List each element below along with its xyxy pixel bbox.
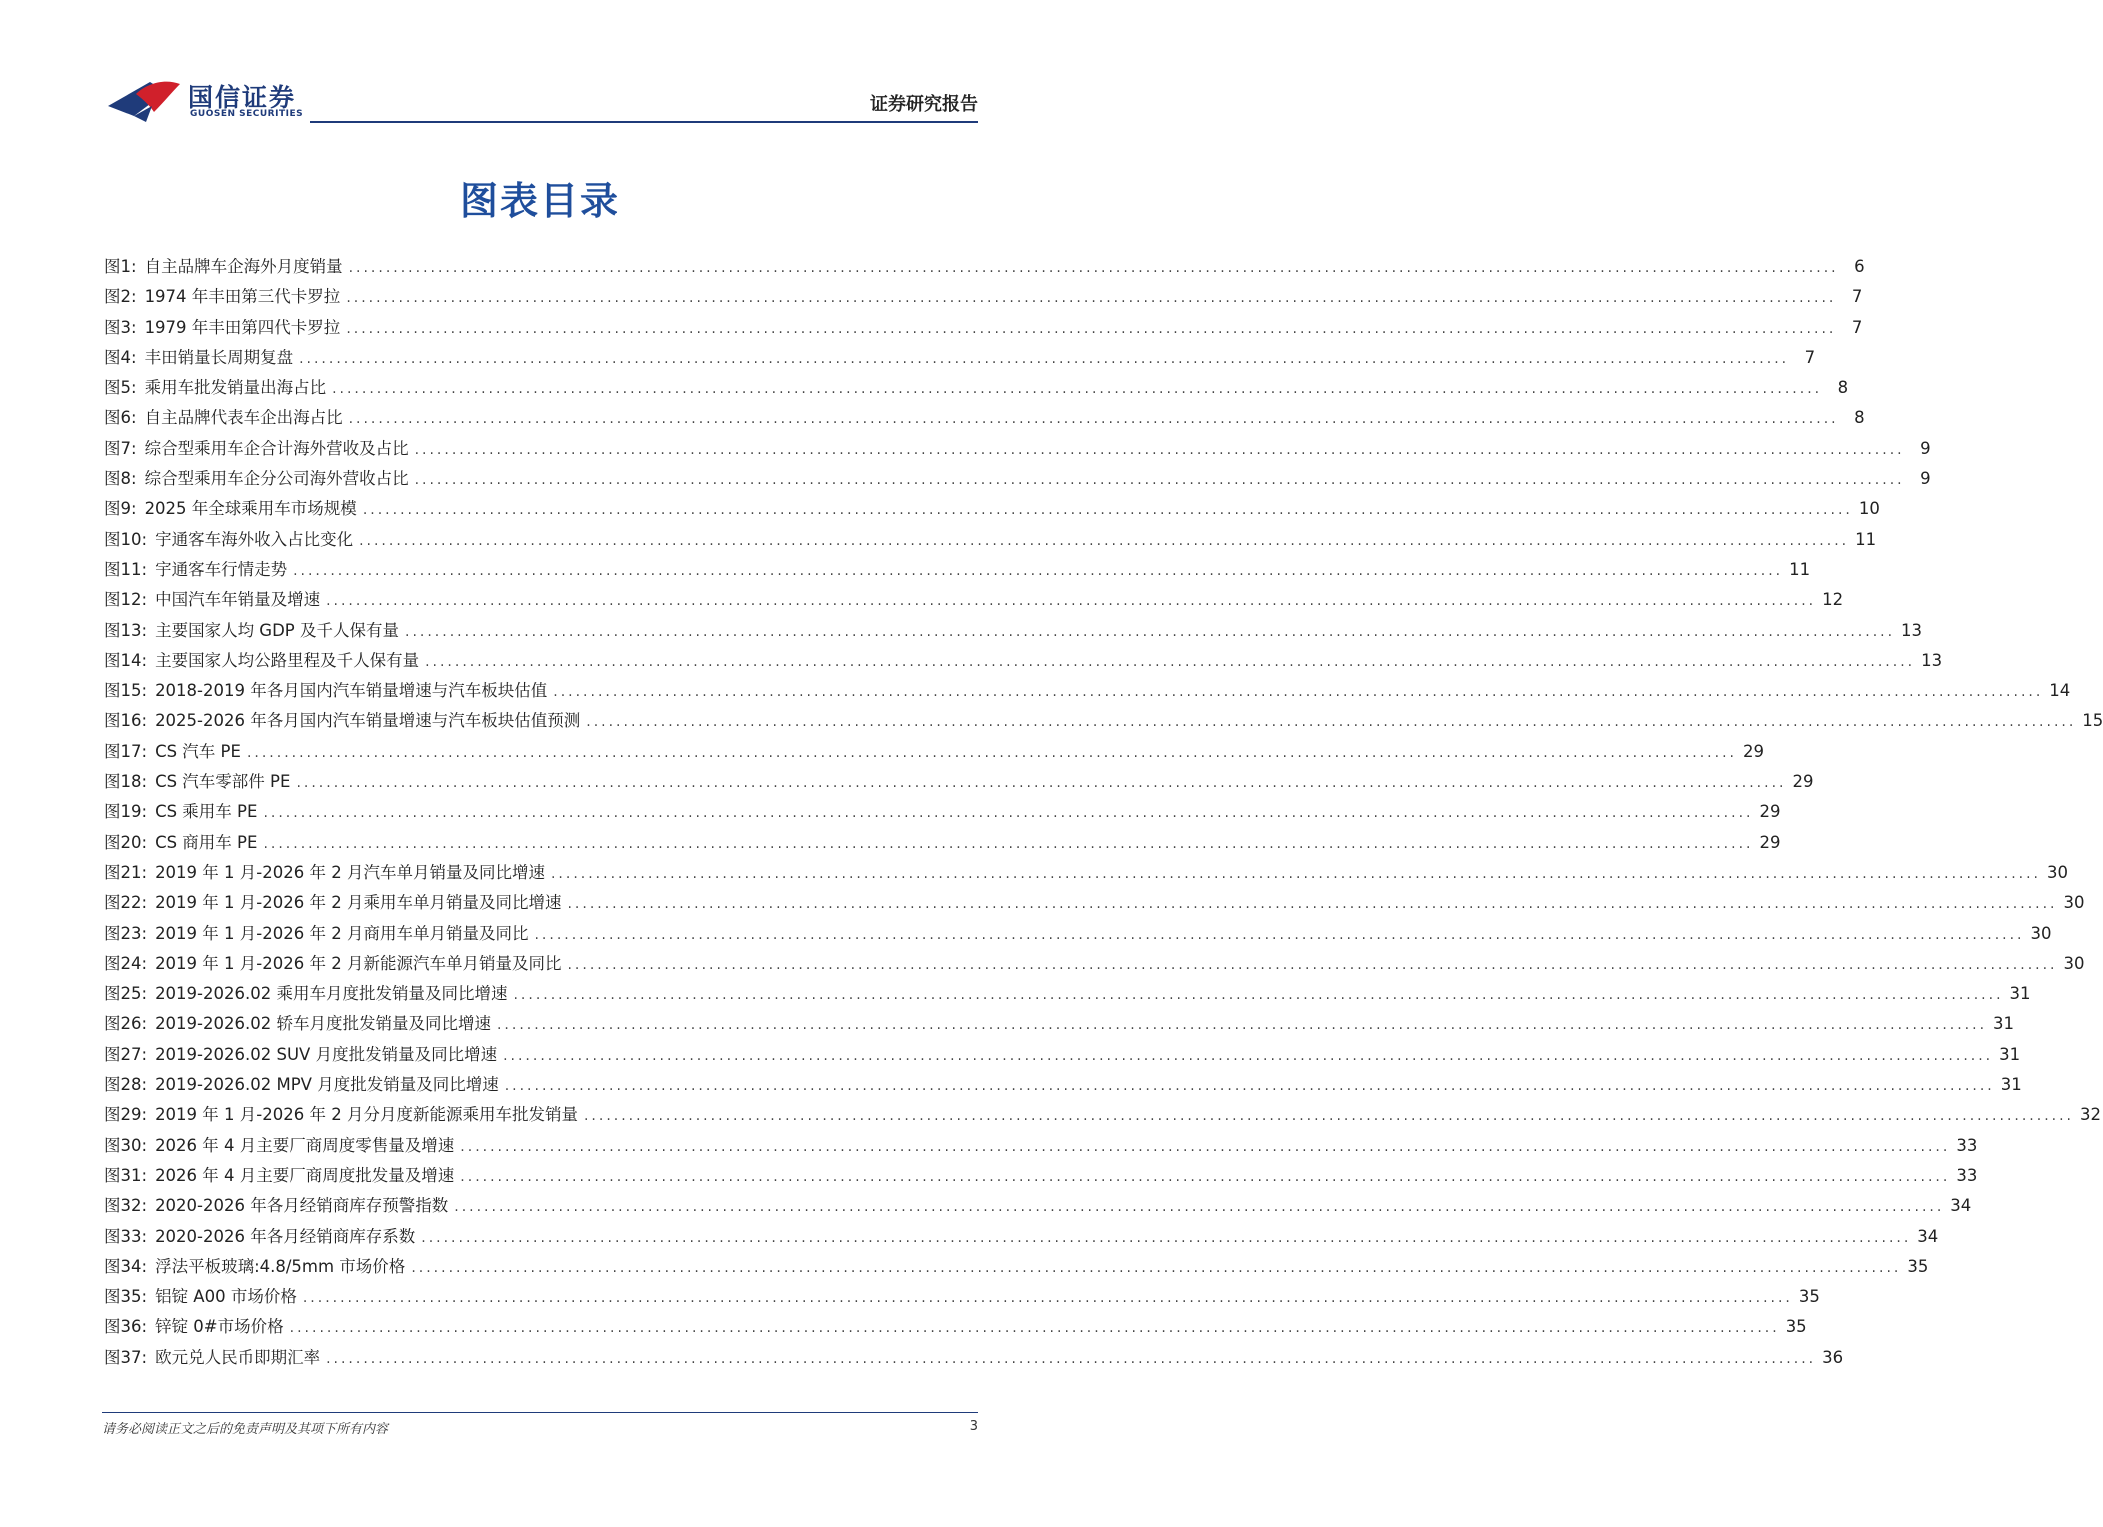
toc-figure-label: 图3: [104, 317, 137, 337]
toc-leader-dots: ........................................................................................................................................................................................................ [362, 502, 1853, 519]
toc-figure-title: 自主品牌代表车企出海占比 [144, 408, 343, 428]
toc-row[interactable] [104, 1222, 1939, 1252]
toc-figure-title: 综合型乘用车企分公司海外营收占比 [144, 469, 409, 489]
toc-figure-title: 2019 年 1 月-2026 年 2 月分月度新能源乘用车批发销量 [155, 1105, 578, 1125]
toc-figure-title: 1979 年丰田第四代卡罗拉 [144, 317, 341, 337]
toc-figure-label: 图2: [104, 287, 137, 307]
toc-figure-label: 图30: [104, 1135, 148, 1155]
toc-figure-label: 图26: [104, 1014, 148, 1034]
toc-figure-title: 2026 年 4 月主要厂商周度批发量及增速 [155, 1165, 455, 1185]
toc-page-number: 33 [1956, 1135, 1978, 1155]
toc-figure-label: 图37: [104, 1347, 148, 1367]
toc-figure-title: 2019 年 1 月-2026 年 2 月新能源汽车单月销量及同比 [155, 953, 562, 973]
toc-figure-label: 图6: [104, 408, 137, 428]
toc-page-number: 15 [2082, 711, 2103, 731]
toc-figure-label: 图5: [104, 378, 137, 398]
toc-page-number: 34 [1917, 1226, 1939, 1246]
toc-leader-dots: ........................................................................................................................................................................................................ [263, 835, 1754, 852]
toc-page-number: 7 [1851, 287, 1863, 307]
toc-figure-title: 乘用车批发销量出海占比 [144, 378, 327, 398]
toc-figure-title: 2019 年 1 月-2026 年 2 月商用车单月销量及同比 [155, 923, 529, 943]
toc-row[interactable] [104, 616, 1923, 646]
toc-leader-dots: ........................................................................................................................................................................................................ [553, 684, 2044, 701]
toc-leader-dots: ........................................................................................................................................................................................................ [513, 987, 2004, 1004]
toc-row[interactable] [104, 1100, 2102, 1130]
logo-english-text: GUOSEN SECURITIES [190, 109, 304, 119]
toc-leader-dots: ........................................................................................................................................................................................................ [348, 260, 1839, 276]
toc-page-number: 29 [1742, 741, 1764, 761]
toc-figure-label: 图8: [104, 469, 137, 489]
toc-figure-title: 2019 年 1 月-2026 年 2 月汽车单月销量及同比增速 [155, 862, 545, 882]
toc-leader-dots: ........................................................................................................................................................................................................ [346, 290, 1837, 307]
toc-leader-dots: ........................................................................................................................................................................................................ [326, 1350, 1817, 1367]
toc-figure-label: 图13: [104, 620, 148, 640]
toc-figure-title: 2025 年全球乘用车市场规模 [144, 499, 357, 519]
toc-page-number: 30 [2030, 923, 2052, 943]
toc-figure-title: 中国汽车年销量及增速 [155, 590, 321, 610]
toc-figure-label: 图16: [104, 711, 148, 731]
toc-leader-dots: ........................................................................................................................................................................................................ [454, 1199, 1945, 1216]
toc-leader-dots: ........................................................................................................................................................................................................ [289, 1320, 1780, 1337]
toc-page-number: 30 [2063, 953, 2085, 973]
toc-figure-title: 1974 年丰田第三代卡罗拉 [144, 287, 341, 307]
toc-page-number: 30 [2047, 862, 2069, 882]
toc-figure-title: 2019-2026.02 轿车月度批发销量及同比增速 [155, 1014, 491, 1034]
toc-row[interactable] [104, 252, 1865, 282]
toc-leader-dots: ........................................................................................................................................................................................................ [414, 472, 1905, 489]
toc-leader-dots: ........................................................................................................................................................................................................ [496, 1017, 1988, 1034]
toc-figure-label: 图11: [104, 559, 148, 579]
toc-leader-dots: ........................................................................................................................................................................................................ [263, 805, 1754, 822]
toc-leader-dots: ........................................................................................................................................................................................................ [503, 1047, 1994, 1064]
toc-figure-title: 浮法平板玻璃:4.8/5mm 市场价格 [155, 1256, 406, 1276]
toc-figure-label: 图25: [104, 984, 148, 1004]
toc-figure-title: CS 乘用车 PE [155, 802, 258, 822]
page-header [0, 0, 1080, 130]
toc-row[interactable] [104, 888, 2085, 918]
toc-figure-title: 主要国家人均公路里程及千人保有量 [155, 650, 420, 670]
toc-figure-label: 图18: [104, 772, 148, 792]
toc-leader-dots: ........................................................................................................................................................................................................ [421, 1229, 1912, 1246]
toc-figure-title: 丰田销量长周期复盘 [144, 347, 294, 367]
toc-figure-title: 2019 年 1 月-2026 年 2 月乘用车单月销量及同比增速 [155, 893, 562, 913]
toc-row[interactable] [104, 706, 2103, 736]
toc-page-number: 31 [1999, 1044, 2021, 1064]
toc-row[interactable] [104, 555, 1811, 585]
toc-figure-label: 图10: [104, 529, 148, 549]
toc-figure-title: CS 汽车 PE [155, 741, 241, 761]
toc-page-number: 35 [1907, 1256, 1929, 1276]
page-title: 图表目录 [459, 179, 620, 223]
toc-row[interactable] [104, 767, 1814, 797]
toc-leader-dots: ........................................................................................................................................................................................................ [299, 350, 1790, 367]
toc-leader-dots: ........................................................................................................................................................................................................ [534, 926, 2025, 943]
toc-row[interactable] [104, 373, 1849, 403]
toc-page-number: 9 [1920, 469, 1931, 489]
toc-figure-label: 图14: [104, 650, 148, 670]
toc-row[interactable] [104, 343, 1816, 373]
toc-figure-title: 2019-2026.02 MPV 月度批发销量及同比增速 [155, 1075, 499, 1095]
toc-figure-label: 图21: [104, 862, 148, 882]
footer-divider [102, 1412, 978, 1413]
toc-figure-title: 铝锭 A00 市场价格 [155, 1287, 297, 1307]
toc-figure-title: 2026 年 4 月主要厂商周度零售量及增速 [155, 1135, 455, 1155]
toc-figure-label: 图4: [104, 347, 137, 367]
page-number: 3 [969, 1419, 978, 1434]
toc-row[interactable] [104, 434, 1931, 464]
toc-row[interactable] [104, 676, 2071, 706]
toc-leader-dots: ........................................................................................................................................................................................................ [460, 1168, 1951, 1185]
toc-page-number: 29 [1759, 802, 1781, 822]
toc-leader-dots: ........................................................................................................................................................................................................ [411, 1259, 1902, 1276]
toc-leader-dots: ........................................................................................................................................................................................................ [425, 653, 1916, 670]
toc-figure-label: 图12: [104, 590, 148, 610]
toc-page-number: 13 [1901, 620, 1923, 640]
toc-figure-label: 图15: [104, 681, 148, 701]
toc-figure-label: 图31: [104, 1165, 148, 1185]
toc-figure-label: 图19: [104, 802, 148, 822]
toc-figure-label: 图27: [104, 1044, 148, 1064]
table-of-figures [104, 252, 2103, 1373]
toc-row[interactable] [104, 1161, 1978, 1191]
toc-row[interactable] [104, 1282, 1820, 1312]
toc-page-number: 7 [1804, 347, 1816, 367]
toc-leader-dots: ........................................................................................................................................................................................................ [359, 532, 1850, 549]
toc-figure-title: 2019-2026.02 乘用车月度批发销量及同比增速 [155, 984, 508, 1004]
toc-page-number: 31 [2009, 984, 2031, 1004]
toc-page-number: 8 [1854, 408, 1865, 428]
toc-figure-label: 图28: [104, 1075, 148, 1095]
toc-figure-label: 图22: [104, 893, 148, 913]
toc-page-number: 29 [1792, 772, 1814, 792]
toc-figure-title: 欧元兑人民币即期汇率 [155, 1347, 321, 1367]
toc-row[interactable] [104, 464, 1931, 494]
toc-row[interactable] [104, 403, 1865, 433]
toc-figure-label: 图34: [104, 1256, 148, 1276]
toc-figure-title: CS 汽车零部件 PE [155, 772, 291, 792]
toc-figure-label: 图20: [104, 832, 148, 852]
toc-leader-dots: ........................................................................................................................................................................................................ [414, 441, 1905, 458]
toc-row[interactable] [104, 737, 1764, 767]
toc-row[interactable] [104, 1252, 1929, 1282]
toc-page-number: 36 [1822, 1347, 1844, 1367]
toc-figure-title: 2025-2026 年各月国内汽车销量增速与汽车板块估值预测 [155, 711, 581, 731]
toc-leader-dots: ........................................................................................................................................................................................................ [583, 1108, 2075, 1125]
toc-page-number: 12 [1822, 590, 1844, 610]
toc-page-number: 33 [1956, 1165, 1978, 1185]
toc-row[interactable] [104, 979, 2031, 1009]
toc-leader-dots: ........................................................................................................................................................................................................ [246, 744, 1737, 761]
toc-leader-dots: ........................................................................................................................................................................................................ [326, 593, 1817, 610]
toc-leader-dots: ........................................................................................................................................................................................................ [550, 865, 2042, 882]
toc-leader-dots: ........................................................................................................................................................................................................ [293, 562, 1784, 579]
footer-disclaimer: 请务必阅读正文之后的免责声明及其项下所有内容 [102, 1422, 389, 1437]
toc-leader-dots: ........................................................................................................................................................................................................ [567, 896, 2058, 913]
toc-page-number: 31 [2000, 1075, 2022, 1095]
toc-page-number: 11 [1855, 529, 1877, 549]
toc-figure-title: 综合型乘用车企合计海外营收及占比 [144, 438, 409, 458]
toc-page-number: 35 [1798, 1287, 1820, 1307]
toc-row[interactable] [104, 858, 2069, 888]
toc-figure-label: 图33: [104, 1226, 148, 1246]
toc-row[interactable] [104, 1040, 2021, 1070]
toc-row[interactable] [104, 1009, 2015, 1039]
toc-leader-dots: ........................................................................................................................................................................................................ [332, 381, 1823, 398]
toc-row[interactable] [104, 313, 1863, 343]
toc-row[interactable] [104, 525, 1877, 555]
toc-figure-label: 图32: [104, 1196, 148, 1216]
toc-row[interactable] [104, 1070, 2022, 1100]
toc-row[interactable] [104, 1312, 1807, 1342]
toc-figure-title: 宇通客车行情走势 [155, 559, 288, 579]
toc-row[interactable] [104, 494, 1880, 524]
toc-page-number: 14 [2049, 681, 2071, 701]
toc-leader-dots: ........................................................................................................................................................................................................ [586, 714, 2077, 731]
logo-chinese-text: 国信证券 [188, 83, 297, 112]
toc-row[interactable] [104, 919, 2052, 949]
toc-page-number: 32 [2080, 1105, 2102, 1125]
toc-figure-title: 2020-2026 年各月经销商库存预警指数 [155, 1196, 449, 1216]
toc-page-number: 34 [1950, 1196, 1972, 1216]
toc-leader-dots: ........................................................................................................................................................................................................ [460, 1138, 1951, 1155]
toc-figure-title: 自主品牌车企海外月度销量 [144, 257, 343, 276]
toc-leader-dots: ........................................................................................................................................................................................................ [405, 623, 1896, 640]
toc-page-number: 30 [2063, 893, 2085, 913]
toc-figure-title: 主要国家人均 GDP 及千人保有量 [155, 620, 399, 640]
toc-row[interactable] [104, 1191, 1972, 1221]
toc-figure-title: 2020-2026 年各月经销商库存系数 [155, 1226, 416, 1246]
toc-row[interactable] [104, 646, 1943, 676]
toc-page-number: 13 [1921, 650, 1943, 670]
toc-leader-dots: ........................................................................................................................................................................................................ [348, 411, 1839, 428]
toc-row[interactable] [104, 828, 1781, 858]
toc-figure-title: 宇通客车海外收入占比变化 [155, 529, 354, 549]
toc-leader-dots: ........................................................................................................................................................................................................ [504, 1078, 1995, 1095]
toc-page-number: 35 [1785, 1317, 1807, 1337]
toc-figure-title: 锌锭 0#市场价格 [155, 1317, 284, 1337]
toc-row[interactable] [104, 797, 1781, 827]
toc-page-number: 10 [1858, 499, 1880, 519]
toc-figure-label: 图24: [104, 953, 148, 973]
toc-figure-label: 图1: [104, 257, 137, 276]
toc-figure-label: 图9: [104, 499, 137, 519]
toc-page-number: 6 [1854, 257, 1865, 276]
toc-page-number: 31 [1993, 1014, 2015, 1034]
toc-leader-dots: ........................................................................................................................................................................................................ [296, 775, 1787, 792]
toc-figure-label: 图7: [104, 438, 137, 458]
toc-figure-label: 图17: [104, 741, 148, 761]
toc-row[interactable] [104, 949, 2085, 979]
toc-figure-label: 图23: [104, 923, 148, 943]
toc-figure-title: 2019-2026.02 SUV 月度批发销量及同比增速 [155, 1044, 498, 1064]
toc-page-number: 29 [1759, 832, 1781, 852]
toc-page-number: 11 [1789, 559, 1811, 579]
toc-row[interactable] [104, 282, 1863, 312]
toc-figure-label: 图29: [104, 1105, 148, 1125]
toc-row[interactable] [104, 585, 1844, 615]
toc-leader-dots: ........................................................................................................................................................................................................ [346, 320, 1837, 337]
toc-leader-dots: ........................................................................................................................................................................................................ [302, 1290, 1793, 1307]
toc-leader-dots: ........................................................................................................................................................................................................ [567, 956, 2058, 973]
header-divider [310, 121, 978, 123]
guosen-logo [106, 76, 304, 126]
guosen-logo-icon [106, 76, 184, 126]
toc-figure-title: CS 商用车 PE [155, 832, 258, 852]
toc-row[interactable] [104, 1131, 1978, 1161]
toc-page-number: 7 [1851, 317, 1863, 337]
toc-figure-label: 图35: [104, 1287, 148, 1307]
toc-page-number: 9 [1920, 438, 1931, 458]
toc-page-number: 8 [1837, 378, 1849, 398]
toc-figure-title: 2018-2019 年各月国内汽车销量增速与汽车板块估值 [155, 681, 548, 701]
toc-row[interactable] [104, 1343, 1844, 1373]
report-type-label: 证券研究报告 [870, 94, 978, 115]
toc-figure-label: 图36: [104, 1317, 148, 1337]
